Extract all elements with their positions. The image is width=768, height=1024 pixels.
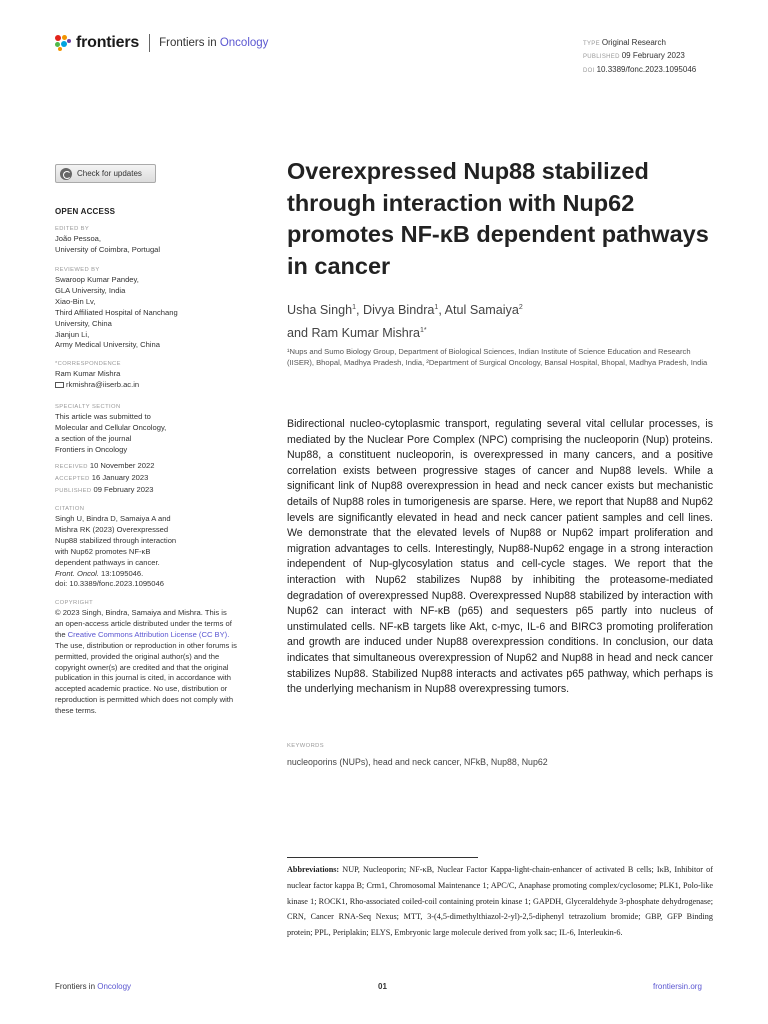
- check-for-updates-button[interactable]: Check for updates: [55, 164, 156, 183]
- author[interactable]: Ram Kumar Mishra$^{1*}$: [311, 325, 427, 340]
- footnote-rule: [287, 857, 478, 858]
- email-link[interactable]: rkmishra@iiserb.ac.in: [55, 380, 235, 391]
- dates: RECEIVED 10 November 2022 ACCEPTED 16 January 2023 PUBLISHED 09 February 2023: [55, 461, 155, 494]
- specialty-section: SPECIALTY SECTION This article was submitted to Molecular and Cellular Oncology, a section of the journal Frontiers in Oncology: [55, 404, 167, 454]
- article-title: Overexpressed Nup88 stabilized through interaction with Nup62 promotes NF-κB dependent pathways in cancer: [287, 158, 709, 279]
- update-icon: [60, 168, 72, 180]
- footer-journal[interactable]: Frontiers in Oncology: [55, 982, 132, 991]
- abstract: Bidirectional nucleo-cytoplasmic transport, regulating several vital cellular processes, is mediated by the Nuclear Pore Complex (NPC) comprising the nucleoporin (Nup) proteins. Nup88, a constituent nucleoporin, is overexpressed in many cancers, and a positive correlation exists between progressive stages of cancer and Nup88 levels. While a significant link of Nup88 overexpression in head and neck cancer exists but mechanistic details of Nup88 roles in tumorigenesis are sparse. Here, we report that Nup88 and Nup62 levels are significantly elevated in head and neck cancer patient samples and cell lines. We demonstrate that the elevated levels of Nup88 or Nup62 impart proliferation and migration advantages to cells. Interestingly, Nup88-Nup62 engage in a strong interaction independent of Nup-glycosylation status and cell-cycle stages. We report that the interaction with Nup62 stabilizes Nup88 by inhibiting the proteasome-mediated degradation of overexpressed Nup88. Overexpressed Nup88 stabilized by interaction with Nup62 can interact with NF-κB (p65) and sequesters p65 partly into nucleus of unstimulated cells. NF-κB targets like Akt, c-myc, IL-6 and BIRC3 promoting proliferation and growth are induced under Nup88 overexpression conditions. In conclusion, our data indicates that simultaneous overexpression of Nup62 and Nup88 in head and neck cancer stabilizes Nup88. Stabilized Nup88 interacts and activates p65 pathway, which perhaps is the underlying mechanism in Nup88 overexpressing tumors.: [287, 418, 713, 696]
- affiliations: ¹Nups and Sumo Biology Group, Department of Biological Sciences, Indian Institute of Science Education and Research (IISER), Bhopal, Madhya Pradesh, India, ²Department of Surgical Oncology, Bansal Hospital, Bhopal, Madhya Pradesh, India: [287, 347, 708, 368]
- divider: [149, 34, 150, 52]
- citation: CITATION Singh U, Bindra D, Samaiya A and Mishra RK (2023) Overexpressed Nup88 stabilized through interaction with Nup62 promotes NF-κB dependent pathways in cancer. Front. Oncol. 13:1095046. doi: 10.3389/fonc.2023.1095046: [55, 504, 235, 590]
- brand-name: frontiers: [76, 34, 140, 51]
- frontiers-header-logo[interactable]: [55, 33, 268, 53]
- keywords-label: KEYWORDS: [287, 743, 325, 749]
- page-number: 01: [378, 982, 387, 991]
- article-meta: TYPE Original Research PUBLISHED 09 February 2023 DOI 10.3389/fonc.2023.1095046: [583, 38, 697, 74]
- doi: 10.3389/fonc.2023.1095046: [596, 64, 697, 74]
- published-date: 09 February 2023: [621, 51, 685, 61]
- mail-icon: [55, 382, 64, 388]
- open-access-label: OPEN ACCESS: [55, 207, 116, 216]
- citation-doi: doi: 10.3389/fonc.2023.1095046: [55, 579, 164, 589]
- keywords: nucleoporins (NUPs), head and neck cancer, NFkB, Nup88, Nup62: [287, 757, 548, 767]
- footer-site-link[interactable]: frontiersin.org: [653, 982, 702, 991]
- author[interactable]: Atul Samaiya$^2$: [444, 303, 523, 318]
- copyright: COPYRIGHT © 2023 Singh, Bindra, Samaiya and Mishra. This is an open-access article distributed under the terms of the Creative Commons Attribution License (CC BY). The use, distribution or reproduction in other forums is permitted, provided the original author(s) and the copyright owner(s) are credited and that the original publication in this journal is cited, in accordance with accepted academic practice. No use, distribution or reproduction is permitted which does not comply with these terms.: [55, 600, 237, 716]
- author[interactable]: Divya Bindra$^1$: [363, 303, 439, 318]
- edited-by: EDITED BY João Pessoa, University of Coimbra, Portugal: [55, 226, 161, 254]
- author-list: Usha Singh$^1$, Divya Bindra$^1$, Atul Samaiya$^2$ and Ram Kumar Mishra$^{1*}$: [287, 303, 523, 340]
- abbreviations: Abbreviations: NUP, Nucleoporin; NF-κB, Nuclear Factor Kappa-light-chain-enhancer of activated B cells; IκB, Inhibitor of nuclear factor kappa B; Crm1, Chromosomal Maintenance 1; APC/C, Anaphase promoting complex/cyclosome; PLK1, Polo-like kinase 1; ROCK1, Rho-associated coiled-coil containing protein kinase 1; GAPDH, Glyceraldehyde 3-phosphate dehydrogenase; CRN, Cancer RNA-Seq Nexus; MTT, 3-(4,5-dimethylthiazol-2-yl)-2,5-diphenyl tetrazolium bromide; GBP, GFP Binding protein; PPL, Periplakin; ELYS, Embryonic large molecule derived from yolk sac; IL-6, Interleukin-6.: [287, 865, 713, 938]
- reviewed-by: REVIEWED BY Swaroop Kumar Pandey, GLA University, India Xiao-Bin Lv, Third Affiliated Hospital of Nanchang University, China Jianjun Li, Army Medical University, China: [55, 267, 178, 350]
- correspondence: *CORRESPONDENCE Ram Kumar Mishra rkmishra@iiserb.ac.in: [55, 359, 235, 391]
- frontiers-logo-icon: [55, 35, 72, 52]
- journal-name[interactable]: Frontiers in Oncology: [159, 37, 269, 49]
- author[interactable]: Usha Singh$^1$: [287, 303, 357, 318]
- cc-by-license-link[interactable]: Creative Commons Attribution License (CC BY).: [67, 629, 230, 639]
- article-type: Original Research: [601, 38, 666, 47]
